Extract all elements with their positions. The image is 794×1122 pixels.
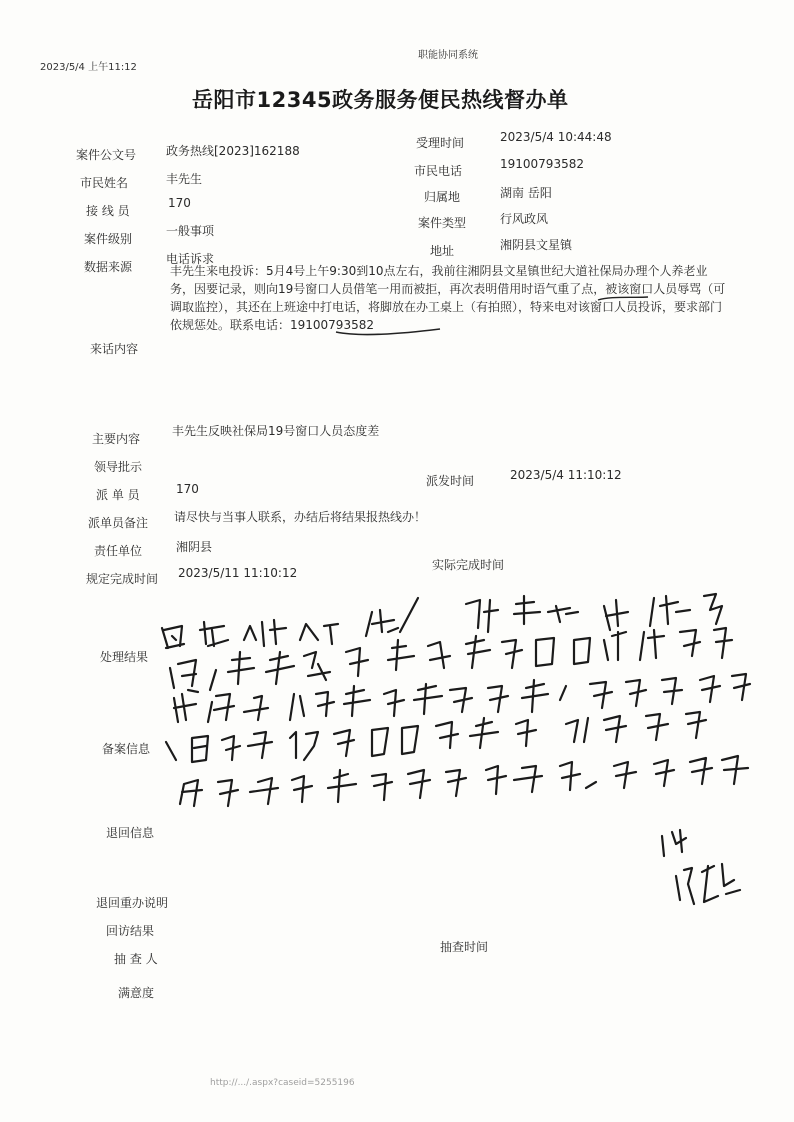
responsible-unit-value: 湘阴县: [176, 540, 213, 554]
page-title: 岳阳市12345政务服务便民热线督办单: [192, 88, 569, 112]
complaint-content: 丰先生来电投诉：5月4号上午9:30到10点左右，我前往湘阴县文星镇世纪大道社保局办理个人养老业务，因要记录，则向19号窗口人员借笔一用而被拒，再次表明借用时语气重了点，被该窗口人员辱骂（可调取监控），其还在上班途中打电话，将脚放在办工桌上（有拍照），特来电对该窗口人员投诉，要求部门依规惩处。联系电话：19100793582: [170, 264, 726, 332]
location-label: 归属地: [424, 190, 461, 204]
satisfaction-label: 满意度: [118, 986, 155, 1000]
deadline-value: 2023/5/11 11:10:12: [178, 566, 298, 580]
dispatch-time-label: 派发时间: [426, 474, 475, 488]
citizen-phone-label: 市民电话: [414, 164, 463, 178]
redo-explanation-label: 退回重办说明: [96, 896, 169, 910]
dispatch-time-value: 2023/5/4 11:10:12: [510, 468, 622, 482]
source-label: 数据来源: [84, 260, 133, 274]
case-type-value: 行风政风: [500, 212, 549, 226]
dispatcher-note-label: 派单员备注: [88, 516, 149, 530]
filing-label: 备案信息: [102, 742, 151, 756]
dispatcher-note-value: 请尽快与当事人联系，办结后将结果报热线办！: [174, 510, 427, 524]
print-timestamp: 2023/5/4 上午11:12: [40, 62, 137, 73]
accept-time-value: 2023/5/4 10:44:48: [500, 130, 612, 144]
operator-value: 170: [168, 196, 191, 210]
actual-completion-time-label: 实际完成时间: [432, 558, 505, 572]
result-label: 处理结果: [100, 650, 149, 664]
citizen-name-label: 市民姓名: [80, 176, 129, 190]
source-value: 电话诉求: [166, 252, 215, 266]
system-name: 职能协同系统: [418, 50, 478, 61]
leader-instruction-label: 领导批示: [94, 460, 143, 474]
return-info-label: 退回信息: [106, 826, 155, 840]
address-label: 地址: [430, 244, 455, 258]
content-label: 来话内容: [90, 342, 139, 356]
case-no-value: 政务热线[2023]162188: [166, 144, 300, 158]
check-time-label: 抽查时间: [440, 940, 489, 954]
case-level-label: 案件级别: [84, 232, 133, 246]
deadline-label: 规定完成时间: [86, 572, 159, 586]
case-level-value: 一般事项: [166, 224, 215, 238]
location-value: 湖南 岳阳: [500, 186, 552, 200]
main-content-label: 主要内容: [92, 432, 141, 446]
dispatcher-value: 170: [176, 482, 199, 496]
checker-label: 抽 查 人: [114, 952, 158, 966]
dispatcher-label: 派 单 员: [96, 488, 140, 502]
citizen-name-value: 丰先生: [166, 172, 203, 186]
case-type-label: 案件类型: [418, 216, 467, 230]
citizen-phone-value: 19100793582: [500, 157, 584, 171]
main-content-value: 丰先生反映社保局19号窗口人员态度差: [172, 424, 380, 438]
case-no-label: 案件公文号: [76, 148, 137, 162]
footer-url: http://.../.aspx?caseid=5255196: [210, 1078, 355, 1088]
responsible-unit-label: 责任单位: [94, 544, 143, 558]
address-value: 湘阴县文星镇: [500, 238, 573, 252]
visit-result-label: 回访结果: [106, 924, 155, 938]
operator-label: 接 线 员: [86, 204, 130, 218]
accept-time-label: 受理时间: [416, 136, 465, 150]
